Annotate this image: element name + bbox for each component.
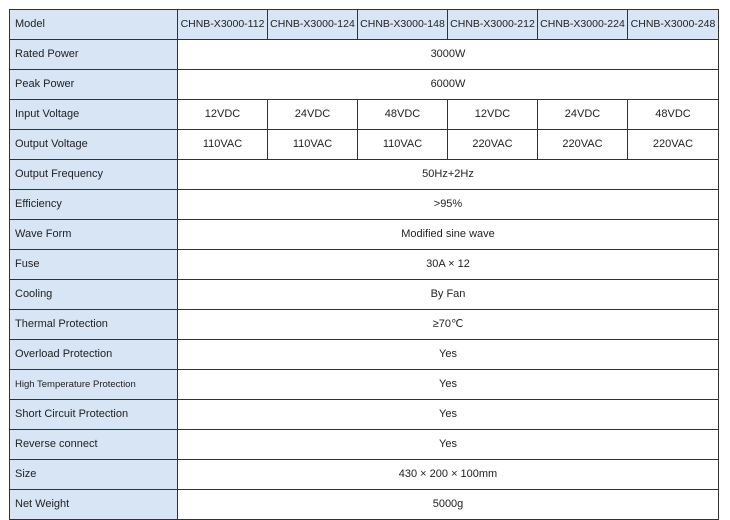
spec-value: 24VDC [538,100,628,130]
spec-label: Efficiency [10,190,178,220]
spec-value: 220VAC [448,130,538,160]
spec-value: Yes [178,370,719,400]
spec-label: Rated Power [10,40,178,70]
spec-label: Fuse [10,250,178,280]
spec-value: 6000W [178,70,719,100]
spec-row [10,190,719,220]
spec-label: Output Frequency [10,160,178,190]
spec-row [10,430,719,460]
spec-value: Modified sine wave [178,220,719,250]
header-row [10,10,719,40]
spec-row [10,400,719,430]
spec-value: 50Hz+2Hz [178,160,719,190]
spec-label: Output Voltage [10,130,178,160]
spec-label: Short Circuit Protection [10,400,178,430]
spec-value: 12VDC [448,100,538,130]
spec-value: 24VDC [268,100,358,130]
spec-row [10,280,719,310]
spec-value: 3000W [178,40,719,70]
spec-label: High Temperature Protection [10,370,178,400]
spec-label: Input Voltage [10,100,178,130]
spec-row [10,70,719,100]
spec-value: 30A × 12 [178,250,719,280]
spec-value: 48VDC [628,100,719,130]
model-name: CHNB-X3000-224 [538,10,628,40]
spec-row [10,490,719,520]
spec-row [10,130,719,160]
model-name: CHNB-X3000-148 [358,10,448,40]
spec-row [10,460,719,490]
spec-table [9,9,719,520]
spec-label: Net Weight [10,490,178,520]
spec-row [10,220,719,250]
spec-value: 5000g [178,490,719,520]
spec-row [10,160,719,190]
spec-label: Overload Protection [10,340,178,370]
spec-value: Yes [178,400,719,430]
spec-value: Yes [178,340,719,370]
model-name: CHNB-X3000-124 [268,10,358,40]
spec-value: Yes [178,430,719,460]
model-name: CHNB-X3000-112 [178,10,268,40]
model-name: CHNB-X3000-248 [628,10,719,40]
spec-value: 110VAC [268,130,358,160]
spec-value: 220VAC [538,130,628,160]
spec-value: 220VAC [628,130,719,160]
spec-row [10,100,719,130]
spec-value: 430 × 200 × 100mm [178,460,719,490]
spec-value: >95% [178,190,719,220]
spec-label: Reverse connect [10,430,178,460]
spec-label: Size [10,460,178,490]
spec-row [10,40,719,70]
spec-row [10,370,719,400]
spec-label: Wave Form [10,220,178,250]
spec-value: 48VDC [358,100,448,130]
spec-label: Peak Power [10,70,178,100]
spec-value: 12VDC [178,100,268,130]
spec-value: 110VAC [178,130,268,160]
spec-value: 110VAC [358,130,448,160]
model-name: CHNB-X3000-212 [448,10,538,40]
spec-value: By Fan [178,280,719,310]
spec-row [10,340,719,370]
header-label: Model [10,10,178,40]
spec-row [10,310,719,340]
spec-value: ≥70℃ [178,310,719,340]
spec-label: Thermal Protection [10,310,178,340]
spec-label: Cooling [10,280,178,310]
spec-row [10,250,719,280]
